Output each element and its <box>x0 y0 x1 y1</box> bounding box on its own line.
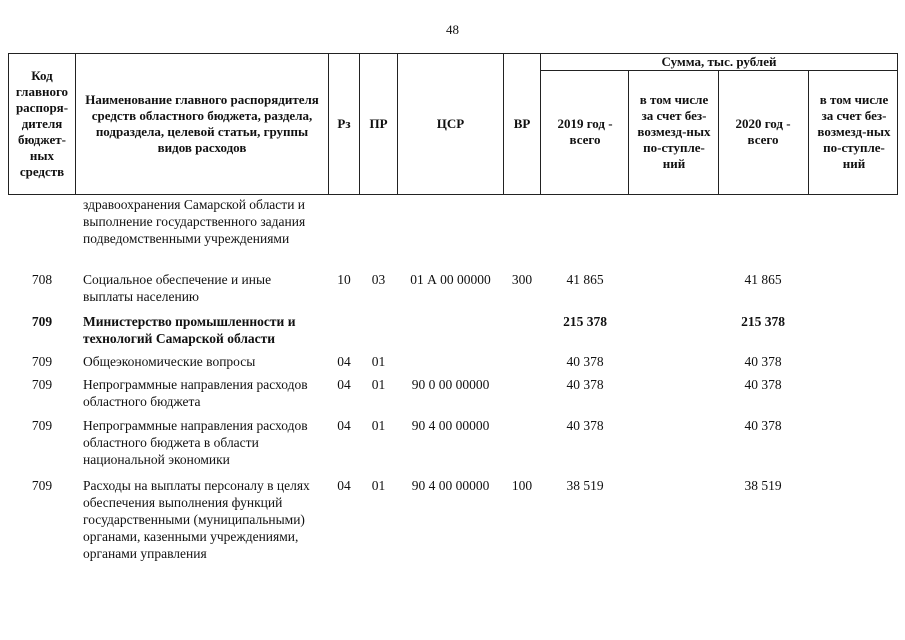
row-name: Расходы на выплаты персоналу в целях обеспечения выполнения функций государственными (муниципальными) органами, казенными учреждениями, органами управления <box>83 478 310 561</box>
row-code: 709 <box>31 314 53 329</box>
row-2019-total: 40 378 <box>566 418 604 433</box>
row-pr: 01 <box>371 478 386 493</box>
row-rz: 04 <box>337 354 351 369</box>
row-code: 708 <box>31 272 53 287</box>
row-rz: 10 <box>337 272 351 287</box>
row-vr: 100 <box>511 478 533 493</box>
page-number: 48 <box>446 22 459 37</box>
row-pr: 01 <box>371 418 386 433</box>
row-2020-total: 38 519 <box>744 478 782 493</box>
header-2020-total: 2020 год - всего <box>735 116 791 147</box>
row-vr: 300 <box>511 272 533 287</box>
row-rz: 04 <box>337 377 351 392</box>
row-name: Министерство промышленности и технологий Самарской области <box>83 314 296 346</box>
row-name: здравоохранения Самарской области и выполнение государственного задания подведомственными учреждениями <box>83 197 306 246</box>
header-pr: ПР <box>369 116 388 131</box>
header-name: Наименование главного распорядителя средств областного бюджета, раздела, подраздела, целевой статьи, группы видов расходов <box>85 92 319 155</box>
row-name: Социальное обеспечение и иные выплаты населению <box>83 272 272 304</box>
header-code: Код главного распоря-дителя бюджет-ных средств <box>15 68 69 179</box>
row-code: 709 <box>31 478 53 493</box>
row-code: 709 <box>31 377 53 392</box>
row-2019-total: 41 865 <box>566 272 604 287</box>
row-pr: 01 <box>371 354 386 369</box>
row-csr: 01 А 00 00000 <box>410 272 491 287</box>
header-2020-free: в том числе за счет без-возмезд-ных по-ступле-ний <box>817 92 891 171</box>
row-2020-total: 41 865 <box>744 272 782 287</box>
header-sum: Сумма, тыс. рублей <box>661 54 777 69</box>
row-rz: 04 <box>337 418 351 433</box>
row-csr: 90 0 00 00000 <box>411 377 490 392</box>
row-2019-total: 40 378 <box>566 377 604 392</box>
header-rz: Рз <box>337 116 351 131</box>
header-2019-total: 2019 год - всего <box>557 116 613 147</box>
header-2019-free: в том числе за счет без-возмезд-ных по-ступле-ний <box>637 92 711 171</box>
row-2020-total: 40 378 <box>744 418 782 433</box>
row-2019-total: 40 378 <box>566 354 604 369</box>
row-code: 709 <box>31 418 53 433</box>
row-2020-total: 40 378 <box>744 354 782 369</box>
row-rz: 04 <box>337 478 351 493</box>
header-csr: ЦСР <box>436 116 465 131</box>
row-2020-total: 40 378 <box>744 377 782 392</box>
row-name: Непрограммные направления расходов областного бюджета в области национальной экономики <box>83 418 308 467</box>
header-vr: ВР <box>513 116 531 131</box>
row-2019-total: 38 519 <box>566 478 604 493</box>
row-pr: 03 <box>371 272 386 287</box>
row-code: 709 <box>31 354 53 369</box>
row-pr: 01 <box>371 377 386 392</box>
row-2019-total: 215 378 <box>563 314 607 329</box>
row-2020-total: 215 378 <box>741 314 785 329</box>
row-csr: 90 4 00 00000 <box>411 418 490 433</box>
row-csr: 90 4 00 00000 <box>411 478 490 493</box>
row-name: Общеэкономические вопросы <box>83 354 256 369</box>
row-name: Непрограммные направления расходов областного бюджета <box>83 377 308 409</box>
